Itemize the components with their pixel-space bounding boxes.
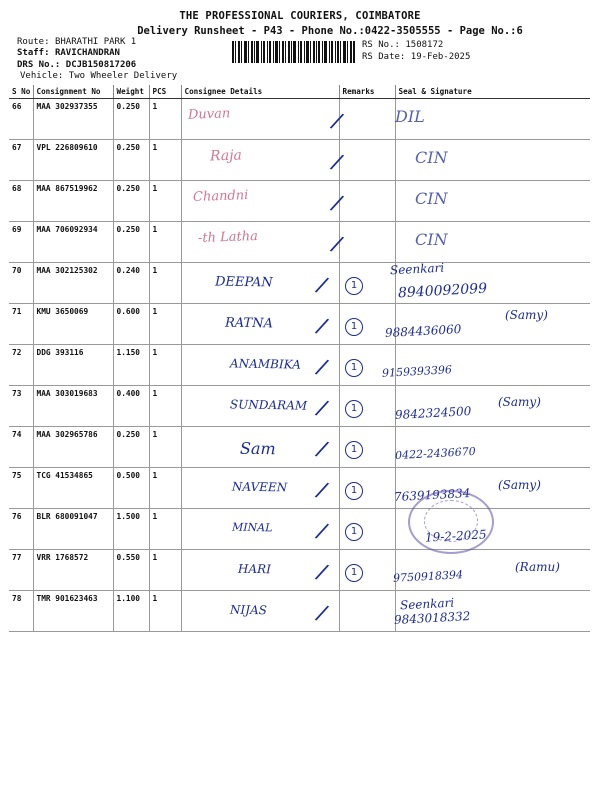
cell-weight: 0.250	[113, 140, 149, 181]
cell-pcs: 1	[149, 550, 181, 591]
drs-label: DRS No.:	[17, 60, 61, 70]
seal-stamp-inner	[424, 500, 478, 542]
consignee-handwriting: MINAL	[231, 520, 273, 535]
col-consignee: Consignee Details	[181, 85, 339, 99]
cell-remarks	[339, 140, 395, 181]
table-row	[9, 427, 590, 468]
table-row	[9, 304, 590, 345]
seal-signature-handwriting: 19-2-2025	[424, 527, 487, 545]
consignee-handwriting: NIJAS	[229, 602, 268, 618]
table-row	[9, 509, 590, 550]
consignee-handwriting: Sam	[239, 438, 276, 459]
cell-weight: 0.250	[113, 222, 149, 263]
cell-consignment: KMU 3650069	[33, 304, 113, 345]
cell-weight: 0.600	[113, 304, 149, 345]
check-mark-icon: /	[328, 149, 346, 176]
consignee-handwriting: NAVEEN	[231, 479, 288, 495]
cell-pcs: 1	[149, 591, 181, 632]
cell-sno: 68	[9, 181, 33, 222]
drs-value: DCJB150817206	[65, 60, 137, 70]
col-pcs: PCS	[149, 85, 181, 99]
table-row	[9, 263, 590, 304]
cell-consignment: DDG 393116	[33, 345, 113, 386]
seal-signature-handwriting: 8940092099	[397, 280, 488, 302]
cell-consignment: MAA 302125302	[33, 263, 113, 304]
consignee-handwriting: Chandni	[192, 188, 249, 205]
cell-consignment: TCG 41534865	[33, 468, 113, 509]
cell-weight: 0.250	[113, 181, 149, 222]
cell-pcs: 1	[149, 263, 181, 304]
check-mark-icon: /	[313, 600, 331, 627]
seal-signature-handwriting: 9842324500	[394, 404, 472, 422]
consignee-handwriting: ANAMBIKA	[229, 356, 301, 372]
cell-consignment: MAA 302965786	[33, 427, 113, 468]
cell-sno: 77	[9, 550, 33, 591]
table-row	[9, 591, 590, 632]
check-mark-icon: /	[328, 108, 346, 135]
rs-date-value: 19-Feb-2025	[410, 52, 471, 62]
remark-circle: 1	[345, 441, 363, 459]
cell-consignment: BLR 680091047	[33, 509, 113, 550]
cell-sno: 74	[9, 427, 33, 468]
runsheet-title: Delivery Runsheet - P43 - Phone No.:0422-3505555 - Page No.:6	[137, 25, 523, 37]
consignee-handwriting: -th Latha	[197, 228, 259, 247]
cell-weight: 0.240	[113, 263, 149, 304]
seal-signature-handwriting: CIN	[415, 189, 448, 208]
cell-consignment: MAA 867519962	[33, 181, 113, 222]
cell-pcs: 1	[149, 99, 181, 140]
consignee-handwriting: RATNA	[224, 315, 274, 332]
signature-name-row66: Seenkari	[389, 260, 445, 278]
seal-signature-handwriting: 9843018332	[393, 609, 471, 627]
cell-consignment: MAA 706092934	[33, 222, 113, 263]
rs-date-label: RS Date:	[362, 52, 406, 62]
vehicle-value: Two Wheeler Delivery	[68, 71, 178, 81]
check-mark-icon: /	[313, 518, 331, 545]
signature-note-row73: (Samy)	[498, 395, 541, 409]
vehicle-label: Vehicle:	[20, 71, 64, 81]
remark-circle: 1	[345, 359, 363, 377]
company-name: THE PROFESSIONAL COURIERS, COIMBATORE	[179, 10, 421, 22]
remark-circle: 1	[345, 277, 363, 295]
cell-pcs: 1	[149, 140, 181, 181]
consignee-handwriting: SUNDARAM	[229, 397, 308, 413]
signature-note-row75: (Samy)	[498, 478, 541, 492]
check-mark-icon: /	[313, 559, 331, 586]
check-mark-icon: /	[313, 313, 331, 340]
cell-remarks	[339, 591, 395, 632]
rs-date-line	[362, 52, 470, 62]
route-line	[17, 37, 136, 47]
cell-weight: 0.250	[113, 427, 149, 468]
consignee-handwriting: Raja	[209, 147, 243, 165]
check-mark-icon: /	[313, 477, 331, 504]
seal-signature-handwriting: CIN	[415, 148, 448, 167]
cell-sno: 71	[9, 304, 33, 345]
check-mark-icon: /	[328, 190, 346, 217]
cell-sno: 76	[9, 509, 33, 550]
signature-note-row77: (Ramu)	[515, 560, 560, 574]
table-row	[9, 99, 590, 140]
cell-sno: 69	[9, 222, 33, 263]
cell-sno: 67	[9, 140, 33, 181]
cell-pcs: 1	[149, 304, 181, 345]
consignee-handwriting: HARI	[237, 561, 272, 577]
drs-line	[17, 60, 136, 70]
cell-pcs: 1	[149, 468, 181, 509]
col-sno: S No	[9, 85, 33, 99]
staff-value: RAVICHANDRAN	[54, 48, 120, 58]
rs-number-value: 1508172	[405, 40, 444, 50]
cell-sno: 75	[9, 468, 33, 509]
remark-circle: 1	[345, 400, 363, 418]
cell-sno: 78	[9, 591, 33, 632]
cell-remarks	[339, 99, 395, 140]
vehicle-line	[20, 71, 177, 81]
consignee-handwriting: Duvan	[187, 106, 231, 123]
seal-signature-handwriting: 9884436060	[384, 322, 462, 340]
cell-sno: 70	[9, 263, 33, 304]
cell-consignment: VRR 1768572	[33, 550, 113, 591]
staff-label: Staff:	[17, 48, 50, 58]
cell-pcs: 1	[149, 345, 181, 386]
col-consignment: Consignment No	[33, 85, 113, 99]
cell-weight: 1.500	[113, 509, 149, 550]
cell-consignment: MAA 302937355	[33, 99, 113, 140]
remark-circle: 1	[345, 482, 363, 500]
cell-weight: 1.100	[113, 591, 149, 632]
cell-weight: 0.400	[113, 386, 149, 427]
cell-pcs: 1	[149, 222, 181, 263]
check-mark-icon: /	[313, 436, 331, 463]
consignee-handwriting: DEEPAN	[214, 274, 273, 291]
cell-consignment: MAA 303019683	[33, 386, 113, 427]
rs-number-line	[362, 40, 443, 50]
remark-circle: 1	[345, 318, 363, 336]
col-weight: Weight	[113, 85, 149, 99]
table-row	[9, 140, 590, 181]
check-mark-icon: /	[313, 354, 331, 381]
cell-weight: 0.250	[113, 99, 149, 140]
drs-barcode	[232, 41, 355, 63]
route-label: Route:	[17, 37, 50, 47]
cell-pcs: 1	[149, 427, 181, 468]
cell-pcs: 1	[149, 386, 181, 427]
cell-remarks	[339, 181, 395, 222]
col-remarks: Remarks	[339, 85, 395, 99]
seal-signature-handwriting: CIN	[415, 230, 448, 249]
signature-note-row71: (Samy)	[505, 308, 548, 322]
route-value: BHARATHI PARK 1	[54, 37, 137, 47]
check-mark-icon: /	[313, 272, 331, 299]
table-header-row	[9, 85, 590, 99]
cell-remarks	[339, 222, 395, 263]
seal-signature-handwriting: DIL	[395, 107, 425, 126]
signature-name-row78: Seenkari	[399, 595, 455, 613]
cell-sno: 66	[9, 99, 33, 140]
table-row	[9, 222, 590, 263]
cell-weight: 0.550	[113, 550, 149, 591]
cell-pcs: 1	[149, 181, 181, 222]
table-row	[9, 550, 590, 591]
seal-signature-handwriting: 7639193834	[393, 486, 471, 504]
check-mark-icon: /	[328, 231, 346, 258]
remark-circle: 1	[345, 523, 363, 541]
cell-consignee	[181, 140, 339, 181]
cell-consignment: TMR 901623463	[33, 591, 113, 632]
rs-number-label: RS No.:	[362, 40, 400, 50]
seal-signature-handwriting: 9159393396	[381, 363, 453, 380]
cell-sno: 72	[9, 345, 33, 386]
staff-line	[17, 48, 120, 58]
remark-circle: 1	[345, 564, 363, 582]
col-seal-signature: Seal & Signature	[395, 85, 590, 99]
table-row	[9, 181, 590, 222]
cell-weight: 1.150	[113, 345, 149, 386]
cell-consignment: VPL 226809610	[33, 140, 113, 181]
cell-weight: 0.500	[113, 468, 149, 509]
cell-pcs: 1	[149, 509, 181, 550]
cell-sno: 73	[9, 386, 33, 427]
seal-signature-handwriting: 9750918394	[392, 568, 464, 585]
seal-signature-handwriting: 0422-2436670	[394, 444, 476, 463]
check-mark-icon: /	[313, 395, 331, 422]
